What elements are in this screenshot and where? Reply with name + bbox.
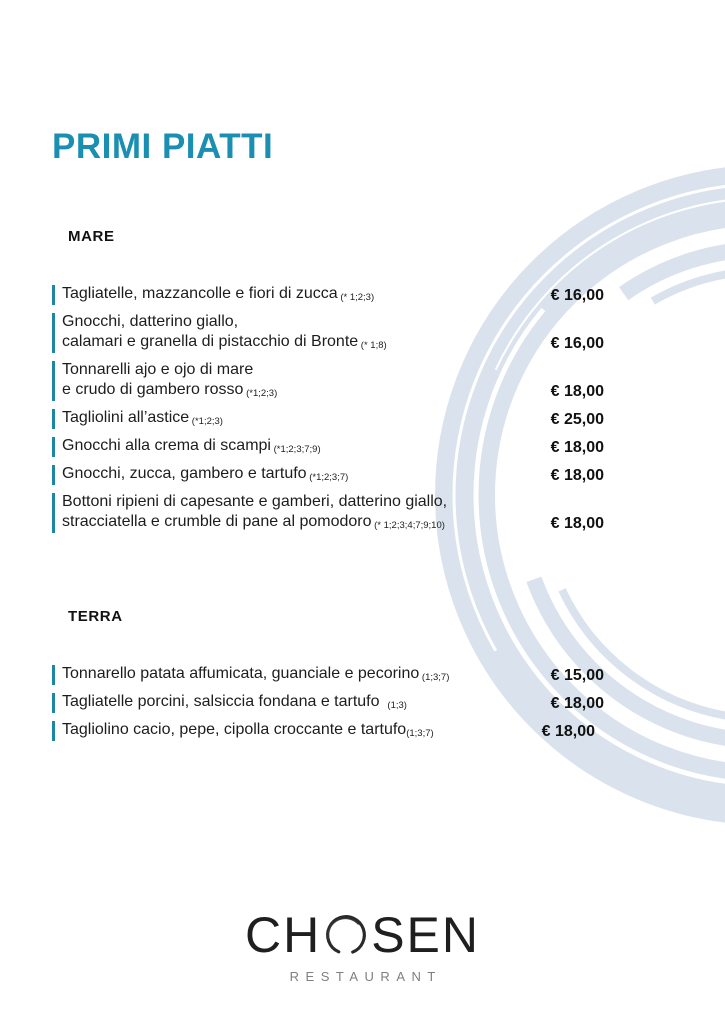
- item-price: € 18,00: [550, 467, 604, 484]
- item-accent-bar: [52, 721, 55, 741]
- item-name: [62, 312, 508, 354]
- menu-item: [52, 492, 604, 534]
- item-price: € 18,00: [550, 515, 604, 532]
- item-name-line: Gnocchi, zucca, gambero e tartufo (*1;2;3;7): [62, 465, 349, 483]
- item-name: [62, 464, 508, 486]
- item-allergens: (*1;2;3): [189, 416, 223, 427]
- item-accent-bar: [52, 361, 55, 401]
- page-title: PRIMI PIATTI: [52, 127, 274, 166]
- item-allergens: (* 1;8): [358, 340, 387, 351]
- item-allergens: (*1;2;3;7): [306, 472, 349, 483]
- menu-item: [52, 692, 604, 714]
- item-name-line: Gnocchi alla crema di scampi (*1;2;3;7;9): [62, 437, 321, 455]
- item-name: [62, 436, 508, 458]
- menu-item: [52, 284, 604, 306]
- restaurant-logo: [0, 907, 725, 984]
- logo-word-end: SEN: [371, 907, 481, 963]
- item-price: € 25,00: [550, 411, 604, 428]
- item-allergens: (1;3;7): [406, 728, 434, 739]
- item-name-line: Gnocchi, datterino giallo,: [62, 313, 239, 330]
- item-name-line: stracciatella e crumble di pane al pomodoro (* 1;2;3;4;7;9;10): [62, 513, 445, 531]
- item-name: [62, 664, 508, 686]
- menu-item: [52, 360, 604, 402]
- item-accent-bar: [52, 285, 55, 305]
- item-name-line: Tagliolini all’astice (*1;2;3): [62, 409, 223, 427]
- menu-item: [52, 312, 604, 354]
- item-accent-bar: [52, 493, 55, 533]
- section-items: [52, 284, 604, 534]
- item-name: [62, 360, 508, 402]
- item-price: € 15,00: [550, 667, 604, 684]
- item-name: [62, 284, 508, 306]
- item-accent-bar: [52, 693, 55, 713]
- item-accent-bar: [52, 313, 55, 353]
- item-name: [62, 720, 499, 742]
- item-allergens: (* 1;2;3): [337, 292, 375, 303]
- item-allergens: (1;3;7): [419, 672, 450, 683]
- section-heading: MARE: [68, 228, 115, 245]
- item-price: € 18,00: [550, 383, 604, 400]
- menu-item: [52, 464, 604, 486]
- item-name-line: e crudo di gambero rosso (*1;2;3): [62, 381, 278, 399]
- item-name-line: Bottoni ripieni di capesante e gamberi, datterino giallo,: [62, 493, 448, 510]
- item-accent-bar: [52, 437, 55, 457]
- item-name: [62, 408, 508, 430]
- item-accent-bar: [52, 665, 55, 685]
- menu-item: [52, 436, 604, 458]
- menu-item: [52, 720, 604, 742]
- item-price: € 18,00: [550, 439, 604, 456]
- logo-o-brush-circle-icon: [324, 913, 368, 957]
- item-price: € 16,00: [550, 335, 604, 352]
- item-allergens: (* 1;2;3;4;7;9;10): [371, 520, 445, 531]
- item-accent-bar: [52, 465, 55, 485]
- logo-subtitle: RESTAURANT: [289, 969, 442, 984]
- item-accent-bar: [52, 409, 55, 429]
- menu-item: [52, 664, 604, 686]
- item-price: € 18,00: [541, 723, 595, 740]
- item-allergens: (*1;2;3;7;9): [270, 444, 321, 455]
- menu-section: [52, 228, 604, 534]
- item-name-line: Tonnarello patata affumicata, guanciale e pecorino (1;3;7): [62, 665, 450, 683]
- item-price: € 18,00: [550, 695, 604, 712]
- item-name-line: Tagliolino cacio, pepe, cipolla croccante e tartufo(1;3;7): [62, 721, 434, 739]
- section-items: [52, 664, 604, 742]
- item-name-line: calamari e granella di pistacchio di Bronte (* 1;8): [62, 333, 387, 351]
- item-name-line: Tagliatelle, mazzancolle e fiori di zucca (* 1;2;3): [62, 285, 375, 303]
- item-allergens: (*1;2;3): [243, 388, 278, 399]
- menu-section: [52, 608, 604, 742]
- item-name: [62, 692, 508, 714]
- item-allergens: (1;3): [379, 700, 407, 711]
- section-heading: TERRA: [68, 608, 123, 625]
- menu-sections: [52, 228, 604, 748]
- logo-word-start: CH: [244, 907, 322, 963]
- logo-wordmark: [244, 907, 481, 963]
- menu-item: [52, 408, 604, 430]
- item-name: [62, 492, 508, 534]
- item-price: € 16,00: [550, 287, 604, 304]
- item-name-line: Tonnarelli ajo e ojo di mare: [62, 361, 254, 378]
- item-name-line: Tagliatelle porcini, salsiccia fondana e tartufo (1;3): [62, 693, 407, 711]
